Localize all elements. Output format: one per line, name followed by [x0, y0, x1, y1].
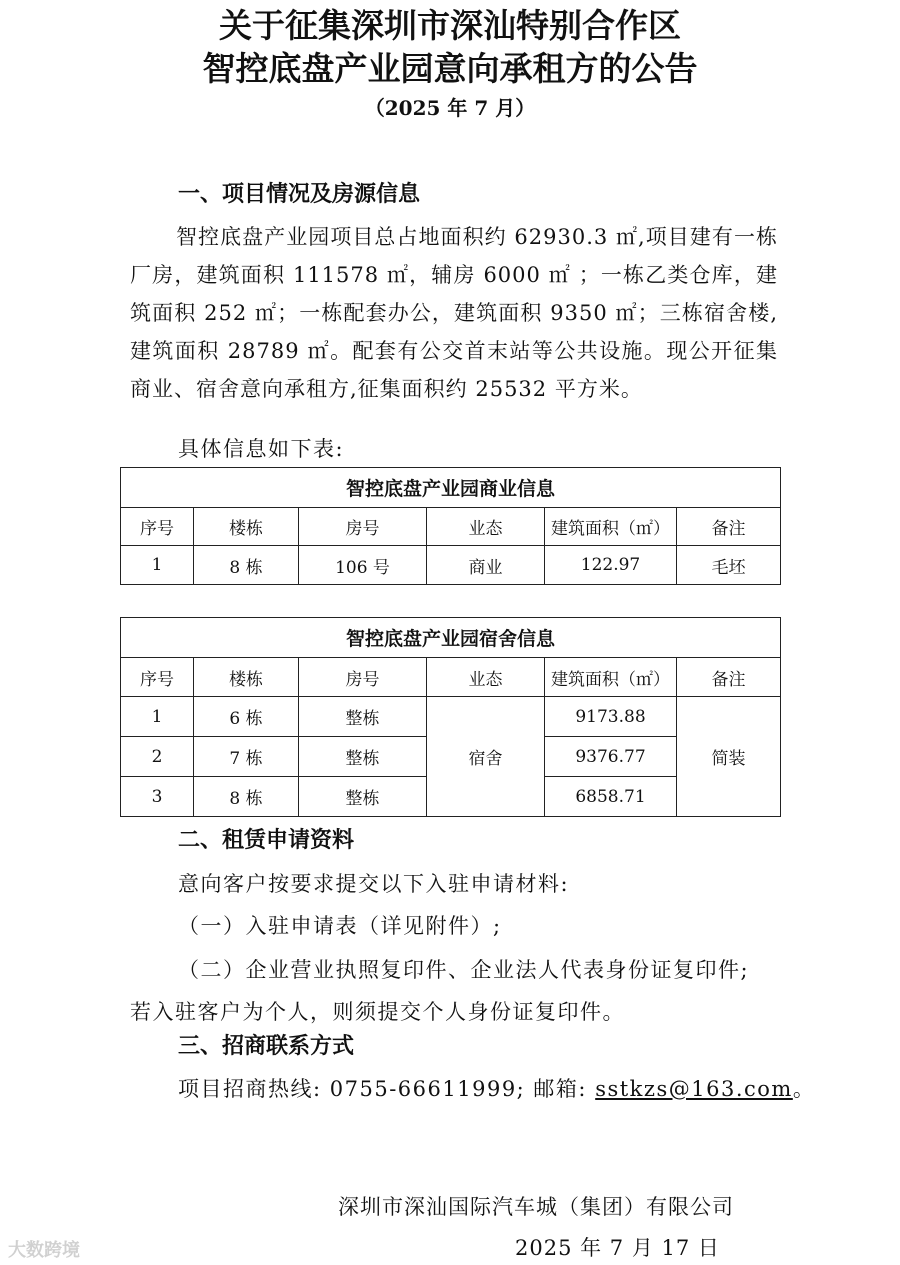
commercial-table: [120, 467, 781, 585]
cell-type: 商业: [427, 546, 545, 585]
commercial-table-header: [121, 508, 781, 546]
cell-room: 整栋: [299, 777, 427, 817]
dorm-table-caption: 智控底盘产业园宿舍信息: [121, 618, 781, 658]
cell-building: 8 栋: [194, 777, 299, 817]
cell-area: 9173.88: [545, 697, 677, 737]
cell-index: 1: [121, 546, 194, 585]
watermark-text: 大数跨境: [8, 1240, 80, 1261]
col-header-note: 备注: [677, 658, 781, 697]
doc-date-subtitle: （2025 年 7 月）: [364, 96, 536, 120]
section2-item1: （一）入驻申请表（详见附件）;: [178, 914, 502, 938]
section2-item2-line2: 若入驻客户为个人，则须提交个人身份证复印件。: [130, 1000, 625, 1024]
cell-type-merged: 宿舍: [427, 697, 545, 817]
cell-note: 毛坯: [677, 546, 781, 585]
table-intro: 具体信息如下表:: [178, 437, 345, 461]
col-header-type: 业态: [427, 508, 545, 546]
cell-room: 106 号: [299, 546, 427, 585]
commercial-table-caption: 智控底盘产业园商业信息: [121, 468, 781, 508]
col-header-area: 建筑面积（㎡）: [545, 658, 677, 697]
col-header-building: 楼栋: [194, 508, 299, 546]
section1-heading: 一、项目情况及房源信息: [178, 182, 421, 207]
col-header-building: 楼栋: [194, 658, 299, 697]
cell-note-merged: 简装: [677, 697, 781, 817]
section2-intro: 意向客户按要求提交以下入驻申请材料:: [178, 872, 570, 896]
footer-company: 深圳市深汕国际汽车城（集团）有限公司: [338, 1195, 734, 1219]
contact-suffix: 。: [792, 1077, 816, 1101]
col-header-area: 建筑面积（㎡）: [545, 508, 677, 546]
doc-title-line1: 关于征集深圳市深汕特别合作区: [219, 6, 681, 45]
dorm-table: [120, 617, 781, 817]
footer-date: 2025 年 7 月 17 日: [515, 1236, 720, 1260]
table-row: [121, 546, 781, 585]
cell-building: 6 栋: [194, 697, 299, 737]
col-header-note: 备注: [677, 508, 781, 546]
col-header-index: 序号: [121, 658, 194, 697]
col-header-type: 业态: [427, 658, 545, 697]
cell-area: 9376.77: [545, 737, 677, 777]
table-row: [121, 697, 781, 737]
cell-index: 1: [121, 697, 194, 737]
cell-room: 整栋: [299, 737, 427, 777]
email-link[interactable]: sstkzs@163.com: [595, 1077, 793, 1101]
section1-paragraph: 智控底盘产业园项目总占地面积约 62930.3 ㎡,项目建有一栋厂房，建筑面积 111578 ㎡，辅房 6000 ㎡ ；一栋乙类仓库，建筑面积 252 ㎡；一栋配套办公，建筑面积 9350 ㎡；三栋宿舍楼,建筑面积 28789 ㎡。配套有公交首末站等公共设施。现公开征集商业、宿舍意向承租方,征集面积约 25532 平方米。: [130, 225, 778, 401]
watermark-logo: [8, 1236, 80, 1262]
cell-index: 2: [121, 737, 194, 777]
doc-title-line2: 智控底盘产业园意向承租方的公告: [202, 49, 698, 88]
section2-item2-line1: （二）企业营业执照复印件、企业法人代表身份证复印件;: [178, 958, 750, 982]
cell-building: 7 栋: [194, 737, 299, 777]
section3-heading: 三、招商联系方式: [178, 1034, 355, 1059]
dorm-table-header: [121, 658, 781, 697]
cell-building: 8 栋: [194, 546, 299, 585]
col-header-room: 房号: [299, 508, 427, 546]
col-header-index: 序号: [121, 508, 194, 546]
col-header-room: 房号: [299, 658, 427, 697]
cell-index: 3: [121, 777, 194, 817]
section2-heading: 二、租赁申请资料: [178, 828, 355, 853]
cell-room: 整栋: [299, 697, 427, 737]
cell-area: 6858.71: [545, 777, 677, 817]
contact-prefix: 项目招商热线: 0755-66611999; 邮箱:: [178, 1077, 596, 1101]
cell-area: 122.97: [545, 546, 677, 585]
contact-line: [178, 1070, 815, 1108]
